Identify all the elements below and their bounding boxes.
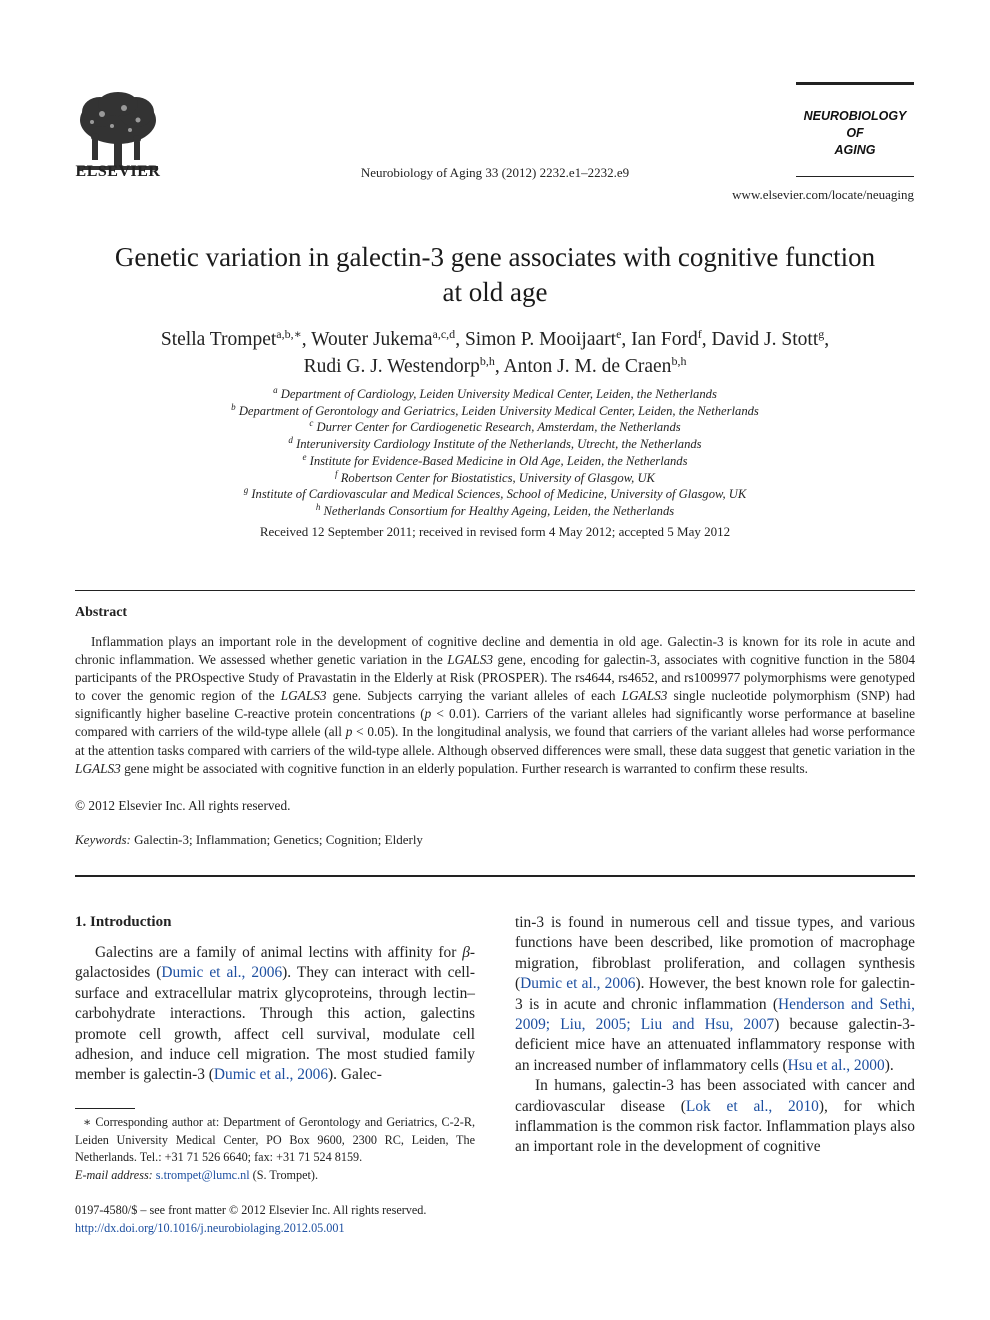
email-link[interactable]: s.trompet@lumc.nl [155,1167,250,1182]
email-label: E-mail address: [75,1167,153,1182]
citation-link[interactable]: Henderson and Sethi, 2009; Liu, 2005; Liu and Hsu, 2007 [515,995,916,1034]
copyright-notice: © 2012 Elsevier Inc. All rights reserved. [75,798,291,813]
author-separator: , [494,356,504,377]
italic-term: p [345,724,353,740]
affiliation-text: Robertson Center for Biostatistics, University of Glasgow, UK [340,470,655,485]
text-run: Inflammation plays an important role in the development of cognitive decline and dementia in old age. Galectin-3 is known for its role in acute and chronic inflammation. We assessed whether genetic variation in the [75,634,915,668]
affiliation-list [70,386,920,520]
affiliation-item [70,436,920,453]
journal-citation: Neurobiology of Aging 33 (2012) 2232.e1–2232.e9 [360,165,630,180]
author-affiliation-marks: g [818,327,825,341]
text-run: gene, encoding for galectin-3, associates with cognitive function in the 5804 participants of the PROspective Study of Pravastatin in the Elderly at Risk (PROSPER). The rs4644, rs4652, and rs1009977 polymorphisms were genotyped to cover the genomic region of the [75,652,915,704]
author-name[interactable]: Rudi G. J. Westendorp [303,356,480,377]
citation-link[interactable]: Lok et al., 2010 [685,1097,819,1115]
footnote-text: Corresponding author at: Department of Gerontology and Geriatrics, C-2-R, Leiden University Medical Center, PO Box 9600, 2300 RC, Leiden, The Netherlands. Tel.: +31 71 526 6640; fax: +31 71 524 8159. [75,1115,475,1165]
issn-block [75,1202,426,1237]
journal-url-link[interactable]: www.elsevier.com/locate/neuaging [732,187,914,202]
author-name[interactable]: Anton J. M. de Craen [503,356,672,377]
affiliation-item [70,503,920,520]
text-run: tin-3 is found in numerous cell and tissue types, and various functions have been described, like promotion of macrophage migration, fibroblast proliferation, and collagen synthesis ( [515,914,915,993]
author-affiliation-marks: b,h [479,354,495,368]
author-line [70,326,920,353]
author-affiliation-marks: e [616,327,622,341]
italic-term: LGALS3 [75,760,121,776]
text-run: ). [884,1056,894,1074]
text-run: Galectins are a family of animal lectins with affinity for [95,944,463,961]
abstract-text [75,633,915,778]
author-affiliation-marks: a,c,d [432,327,456,341]
email-suffix: (S. Trompet). [249,1167,319,1182]
keywords-label: Keywords: [75,832,131,847]
author-separator: , [621,329,632,350]
italic-term: β [462,944,470,961]
paragraph [515,913,915,1076]
affiliation-item [70,470,920,487]
italic-term: LGALS3 [280,688,327,704]
author-line [70,353,920,380]
footnote-marker: ∗ [83,1115,92,1129]
text-run: gene might be associated with cognitive function in an elderly population. Further research is warranted to confirm these results. [120,760,808,776]
affiliation-item [70,453,920,470]
left-column [75,943,475,1086]
abstract-heading: Abstract [75,605,128,620]
citation-link[interactable]: Dumic et al., 2006 [520,975,636,993]
affiliation-key: a [273,385,278,395]
affiliation-item [70,419,920,436]
journal-title-block [796,108,914,159]
section-heading-introduction: 1. Introduction [75,914,172,930]
text-run: < 0.05). In the longitudinal analysis, we found that carriers of the variant alleles had worse performance at the attention tasks compared with carriers of the wild-type allele. Although observed differences were small, these data suggest that genetic variation in the [75,724,916,758]
title-line: at old age [442,277,548,307]
journal-title-line: AGING [834,143,876,157]
author-name[interactable]: David J. Stott [711,329,819,350]
affiliation-text: Interuniversity Cardiology Institute of the Netherlands, Utrecht, the Netherlands [296,437,702,452]
affiliation-key: d [288,435,293,446]
author-name[interactable]: Stella Trompet [160,329,277,350]
author-list [70,326,920,380]
text-run: ). Galec- [328,1066,382,1084]
text-run: ). They can interact with cell-surface and extracellular matrix glycoproteins, through lectin–carbohydrate interactions. Through this action, galectins promote cell growth, affect cell survival, modulate cell adhesion, and induce cell migration. The most studied family member is galectin-3 ( [75,964,475,1084]
article-title [70,240,920,310]
issn-line: 0197-4580/$ – see front matter © 2012 Elsevier Inc. All rights reserved. [75,1203,427,1217]
right-column [515,913,915,1158]
citation-link[interactable]: Dumic et al., 2006 [213,1066,329,1084]
paragraph [515,1076,915,1158]
affiliation-key: c [309,418,314,429]
text-run: ), for which inflammation is the common risk factor. Inflammation plays also an important role in the development of cognitive [515,1097,915,1156]
text-run: In humans, galectin-3 has been associated with cancer and cardiovascular disease ( [515,1077,915,1115]
text-run: gene. Subjects carrying the variant alleles of each [326,688,622,704]
text-run: ) because galectin-3-deficient mice have an attenuated inflammatory response with an increased number of inflammatory cells ( [515,1016,915,1074]
abstract-divider-bottom [75,875,915,877]
affiliation-text: Institute of Cardiovascular and Medical Sciences, School of Medicine, University of Glasgow, UK [251,487,747,502]
affiliation-item [70,386,920,403]
journal-title-line: NEUROBIOLOGY [803,109,907,123]
affiliation-key: b [231,401,236,412]
affiliation-item [70,403,920,420]
author-name[interactable]: Simon P. Mooijaart [464,329,617,350]
italic-term: LGALS3 [621,688,668,704]
affiliation-key: e [302,451,307,462]
author-separator: , [455,329,465,350]
author-name[interactable]: Ian Ford [631,329,698,350]
author-separator: , [701,329,712,350]
text-run: -galactosides ( [75,944,475,982]
affiliation-text: Netherlands Consortium for Healthy Ageing, Leiden, the Netherlands [323,503,675,518]
affiliation-text: Institute for Evidence-Based Medicine in Old Age, Leiden, the Netherlands [309,453,688,468]
text-run: single nucleotide polymorphism (SNP) had significantly higher baseline C-reactive protein concentrations ( [75,688,915,722]
keywords [75,832,423,848]
publisher-name: ELSEVIER [75,163,161,180]
title-line: Genetic variation in galectin-3 gene associates with cognitive function [114,242,876,272]
affiliation-key: f [335,468,338,479]
journal-title-line: OF [846,126,864,140]
paragraph [75,943,475,1086]
journal-title-rule-bottom [796,176,914,177]
author-affiliation-marks: b,h [671,354,687,368]
citation-link[interactable]: Dumic et al., 2006 [161,964,283,982]
author-affiliation-marks: f [697,327,702,341]
italic-term: LGALS3 [447,652,494,668]
keywords-list: Galectin-3; Inflammation; Genetics; Cognition; Elderly [134,832,423,847]
affiliation-key: g [243,485,249,496]
corresponding-author-footnote [75,1114,475,1184]
text-run: ). However, the best known role for galectin-3 is in acute and chronic inflammation ( [515,975,916,1013]
author-affiliation-marks: a,b,∗ [276,327,302,341]
author-separator: , [301,329,312,350]
citation-link[interactable]: Hsu et al., 2000 [787,1056,885,1074]
affiliation-item [70,486,920,503]
affiliation-text: Department of Gerontology and Geriatrics, Leiden University Medical Center, Leiden, the Netherlands [238,403,759,418]
abstract-divider-top [75,590,915,591]
received-dates: Received 12 September 2011; received in revised form 4 May 2012; accepted 5 May 2012 [259,524,731,539]
italic-term: p [424,706,432,722]
author-separator: , [824,329,830,350]
footnote-divider [75,1108,135,1109]
affiliation-text: Durrer Center for Cardiogenetic Research, Amsterdam, the Netherlands [316,420,681,435]
doi-link[interactable]: http://dx.doi.org/10.1016/j.neurobiolaging.2012.05.001 [75,1220,345,1235]
journal-title-rule-top [796,82,914,85]
author-name[interactable]: Wouter Jukema [311,329,433,350]
affiliation-text: Department of Cardiology, Leiden University Medical Center, Leiden, the Netherlands [280,387,717,401]
text-run: < 0.01). Carriers of the variant alleles had significantly worse performance at baseline compared with carriers of the wild-type allele (all [75,706,915,740]
affiliation-key: h [315,501,321,512]
